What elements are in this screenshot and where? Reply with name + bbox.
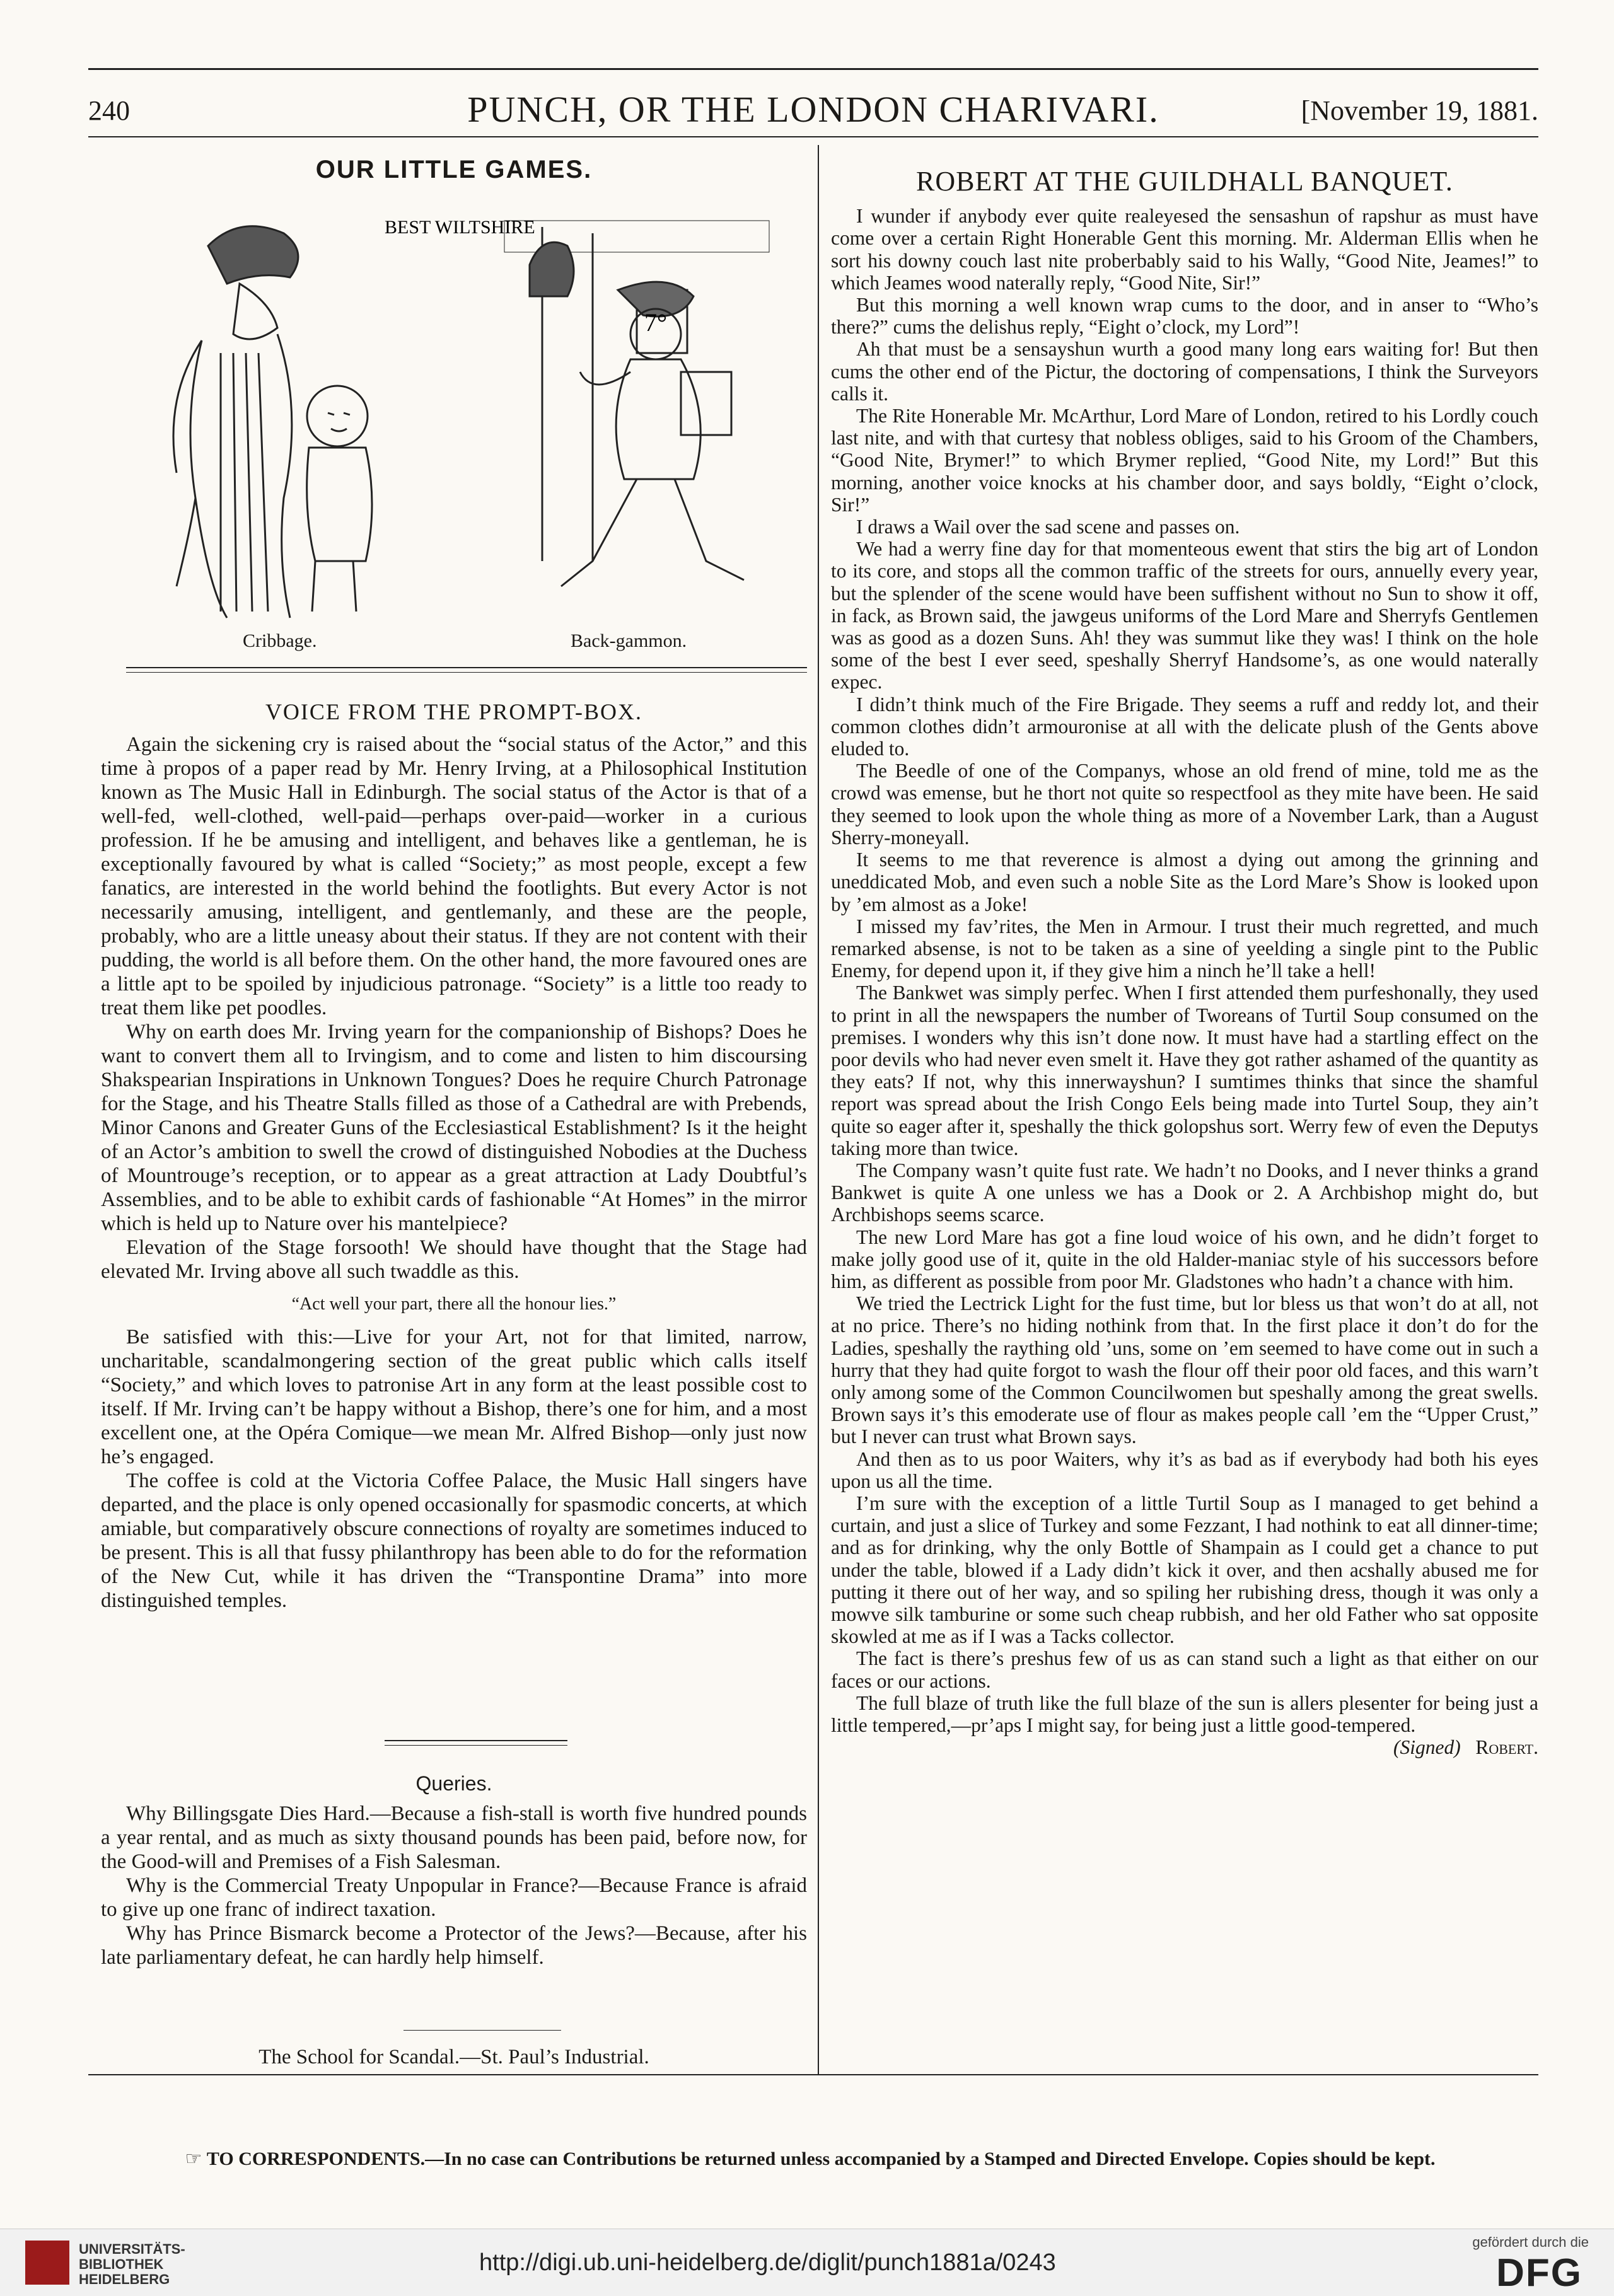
- paragraph: But this morning a well known wrap cums to the door, and in anser to “Who’s there?” cums the delishus reply, “Eight o’clock, my Lord”!: [831, 294, 1538, 339]
- queries-section: [101, 1771, 807, 1969]
- paragraph: We tried the Lectrick Light for the fust time, but lor bless us that won’t do at all, not at no price. There’s no hiding nothink from that. In the first place it don’t do for the Ladies, speshally the raything old ’uns, some on ’em seemed to have come out in such a hurry that they had quite forgot to wash the flour off their poor old faces, and this warn’t only among some of the Common Councilwomen but speshally among the great swells. Brown says it’s this emoderate use of flour as makes people call ’em the “Upper Crust,” but I never can trust what Brown says.: [831, 1292, 1538, 1448]
- page-number: 240: [88, 95, 130, 126]
- correspondents-notice: [82, 2147, 1538, 2172]
- paragraph: I’m sure with the exception of a little Turtil Soup as I managed to get behind a curtain, and just a slice of Turkey and some Fezzant, I had nothink to eat all dinner-time; and as for drinking, why the only Bottle of Shampain as I could get a chance to put under the table, blowed if a Lady didn’t kick it over, and then acshally abused me for putting it there out of her way, and so spiling her rubishing dress, though it was only a mowve silk tamburine or some such cheap rubbish, and her old Father who sat opposite skowled at me as if I was a Tacks collector.: [831, 1492, 1538, 1648]
- caption-cribbage: Cribbage.: [243, 630, 317, 651]
- column-divider: [818, 145, 819, 2074]
- paragraph: I draws a Wail over the sad scene and passes on.: [856, 516, 1240, 538]
- paragraph: The Bankwet was simply perfec. When I first attended them purfeshonally, they used to print in all the newspapers the number of Tworeans of Turtil Soup consumed on the premises. I wonders why this isn’t done now. It must have had a startling effect on the poor devils who had never even smelt it. Have they got rather ashamed of the quantity as they eats? If not, why this innerwayshun? I sumtimes thinks that since the shamful report was spread about the Irish Congo Eels being made into Turtel Soup, they ain’t quite so eager after it, speshally the thick golopshus sort. Werry few of even the Deputys taking more than twice.: [831, 982, 1538, 1159]
- query-item: Why has Prince Bismarck become a Protector of the Jews?—Because, after his late parliamentary defeat, he can hardly help himself.: [101, 1922, 807, 1969]
- paragraph: It seems to me that reverence is almost a dying out among the grinning and uneddicated Mob, and even such a noble Site as the Lord Mare’s Show is looked upon by ’em almost as a Joke!: [831, 849, 1538, 915]
- query-item: Why Billingsgate Dies Hard.—Because a fish-stall is worth five hundred pounds a year rental, and as much as sixty thousand pounds has been paid, before now, for the Good-will and Premises of a Fish Salesman.: [101, 1802, 807, 1873]
- dfg-logo: DFG: [1496, 2251, 1582, 2295]
- short-rule: [404, 2030, 561, 2031]
- price-sign: 7°: [644, 308, 667, 337]
- funding-label: gefördert durch die: [1472, 2234, 1589, 2250]
- queries-title: Queries.: [415, 1772, 492, 1795]
- library-line: UNIVERSITÄTS-: [79, 2241, 185, 2257]
- pointing-hand-icon: ☞: [185, 2148, 202, 2169]
- paragraph: The Rite Honerable Mr. McArthur, Lord Mare of London, retired to his Lordly couch last nite, and with that curtesy that nobless obliges, said to his Groom of the Chambers, “Good Nite, Brymer!” to which Brymer replied, “Good Nite, my Lord!” But this morning, another voice knocks at his chamber door, and says boldly, “Eight o’clock, Sir!”: [831, 405, 1538, 516]
- section-rule: [126, 672, 807, 673]
- paragraph: The Beedle of one of the Companys, whose an old frend of mine, told me as the crowd was emense, but he thort not quite so respectfool as they mite have been. He said they seemed to look upon the whole thing as more of a November Lark, than a August Sherry-moneyall.: [831, 760, 1538, 849]
- issue-date: [November 19, 1881.: [1301, 95, 1538, 126]
- library-line: HEIDELBERG: [79, 2271, 170, 2287]
- paragraph: Why on earth does Mr. Irving yearn for the companionship of Bishops? Does he want to convert them all to Irvingism, and to come and listen to him discoursing Shakspearian Inspirations in Unknown Tongues? Does he require Church Patronage for the Stage, and his Theatre Stalls filled as those of a Cathedral are with Prebends, Minor Canons and Greater Guns of the Ecclesiastical Establishment? Is it the height of an Actor’s ambition to swell the crowd of distinguished Nobodies at the Duchess of Mountrouge’s reception, or to appear as a great attraction at Lady Doubtful’s Assemblies, and to be able to exhibit cards of fashionable “At Homes” in the mirror which is held up to Nature over his mantelpiece?: [101, 1021, 807, 1235]
- closing-line: The School for Scandal.—St. Paul’s Industrial.: [258, 2046, 649, 2068]
- paragraph: The Company wasn’t quite fust rate. We hadn’t no Dooks, and I never thinks a grand Bankwet is quite A one unless we has a Dook or 2. A Archbishop might do, but Archbishops seems scarce.: [831, 1159, 1538, 1226]
- short-rule: [385, 1745, 567, 1746]
- paragraph: Again the sickening cry is raised about the “social status of the Actor,” and this time à propos of a paper read by Mr. Henry Irving, at a Philosophical Institution known as The Music Hall in Edinburgh. The social status of the Actor is that of a well-fed, well-clothed, well-paid—perhaps over-paid—worker in a curious profession. If he be amusing and intelligent, and behaves like a gentleman, he is exceptionally favoured by what is called “Society;” as most people, except a few fanatics, are interested in the world behind the footlights. But every Actor is not necessarily amusing, intelligent, and gentlemanly, and these are the people, probably, who are a little uneasy about their status. If they are not content with their pudding, the world is all before them. On the other hand, the more favoured ones are a little apt to be spoiled by injudicious patronage. “Society” is a little too ready to treat them like pet poodles.: [101, 733, 807, 1019]
- signature: Robert.: [1475, 1736, 1538, 1759]
- prompt-box-article: [101, 700, 807, 1613]
- caption-backgammon: Back-gammon.: [571, 630, 687, 651]
- paragraph: Ah that must be a sensayshun wurth a good many long ears waiting for! But then cums the other end of the Pictur, the doctoring of compensations, I think the Surveyors calls it.: [831, 338, 1538, 405]
- article-title: ROBERT AT THE GUILDHALL BANQUET.: [916, 166, 1453, 197]
- paragraph: The full blaze of truth like the full blaze of the sun is allers plesenter for being just a little tempered,—pr’aps I might say, for being just a little good-tempered.: [831, 1691, 1538, 1737]
- source-url-link[interactable]: http://digi.ub.uni-heidelberg.de/diglit/punch1881a/0243: [479, 2249, 1056, 2276]
- bottom-rule: [88, 2074, 1538, 2075]
- library-line: BIBLIOTHEK: [79, 2256, 164, 2272]
- paragraph: The fact is there’s preshus few of us as can stand such a light as that either on our faces or our actions.: [831, 1647, 1538, 1692]
- paragraph: I wunder if anybody ever quite realeyesed the sensashun of rapshur as must have come over a certain Right Honerable Gent this morning. Mr. Alderman Ellis when he sort his downy couch last nite proberbably said to his Wally, “Good Nite, Jeames!” to which Jeames wood naterally reply, “Good Nite, Sir!”: [831, 205, 1538, 294]
- paragraph: The new Lord Mare has got a fine loud woice of his own, and he didn’t forget to make jolly good use of it, quite in the old Halder-maniac style of his successors before him, as different as possible from poor Mr. Gladstones who hadn’t a chance with him.: [831, 1226, 1538, 1292]
- paragraph: Elevation of the Stage forsooth! We should have thought that the Stage had elevated Mr. Irving above all such twaddle as this.: [101, 1236, 807, 1283]
- library-name: [79, 2242, 185, 2287]
- paragraph: Be satisfied with this:—Live for your Art, not for that limited, narrow, uncharitable, scandalmongering section of the great public which calls itself “Society,” and which loves to patronise Art in any form at the least possible cost to itself. If Mr. Irving can’t be happy without a Bishop, there’s one for him, and a most excellent one, at the Opéra Comique—we mean Mr. Alfred Bishop—only just now he’s engaged.: [101, 1326, 807, 1468]
- left-column: [101, 158, 807, 182]
- paragraph: I didn’t think much of the Fire Brigade. They seems a ruff and reddy lot, and their common clothes didn’t armouronise at all with the delicate plush of the Gents above eluded to.: [831, 693, 1538, 760]
- paragraph: I missed my fav’rites, the Men in Armour. I trust their much regretted, and much remarked absense, is not to be taken as a sine of yeelding a single pint to the Public Enemy, for depend upon it, if they give him a ninch he’ll take a hell!: [831, 915, 1538, 982]
- illustration-title: OUR LITTLE GAMES.: [315, 156, 593, 183]
- sign-lettering: BEST WILTSHIRE: [385, 217, 535, 238]
- section-rule: [126, 667, 807, 668]
- short-rule: [385, 1740, 567, 1741]
- header-rule: [88, 136, 1538, 137]
- signature-line: [831, 1736, 1538, 1758]
- paragraph: We had a werry fine day for that momenteous ewent that stirs the big art of London to its core, and stops all the common traffic of the streets for ours, annuelly every year, but the splender of the scene would have been suffishent without no Sun to show it off, in fack, as Brown said, the jawgeus uniforms of the Lord Mare and Sherryfs Gentlemen was as good as a dozen Suns. Ah! they was summut like they was! I think on the hole some of the best I ever seed, speshally Sherryf Handsome’s, as one would naterally expec.: [831, 538, 1538, 693]
- engraving-illustration: [126, 208, 788, 624]
- top-border: [88, 68, 1538, 70]
- paragraph: The coffee is cold at the Victoria Coffee Palace, the Music Hall singers have departed, and the place is only opened occasionally for spasmodic concerts, at which amiable, but comparatively obscure connections of royalty are sometimes induced to be present. This is all that fussy philanthropy has been able to do for the reformation of the New Cut, while it has driven the “Transpontine Drama” into more distinguished temples.: [101, 1470, 807, 1612]
- masthead-title: PUNCH, OR THE LONDON CHARIVARI.: [467, 89, 1159, 130]
- signed-label: (Signed): [1393, 1736, 1461, 1759]
- closing-line-wrap: [101, 2045, 807, 2069]
- query-item: Why is the Commercial Treaty Unpopular in France?—Because France is afraid to give up one franc of indirect taxation.: [101, 1874, 807, 1921]
- digitization-bar: [0, 2229, 1614, 2296]
- quotation: “Act well your part, there all the honour lies.”: [291, 1294, 617, 1314]
- university-seal-icon: [25, 2241, 69, 2285]
- right-column: [831, 158, 1538, 1758]
- paragraph: And then as to us poor Waiters, why it’s as bad as if everybody had both his eyes upon us all the time.: [831, 1447, 1538, 1492]
- page-header: [88, 88, 1538, 139]
- article-title: VOICE FROM THE PROMPT-BOX.: [265, 699, 643, 724]
- notice-text: TO CORRESPONDENTS.—In no case can Contributions be returned unless accompanied by a Stamped and Directed Envelope. Copies should be kept.: [206, 2148, 1436, 2169]
